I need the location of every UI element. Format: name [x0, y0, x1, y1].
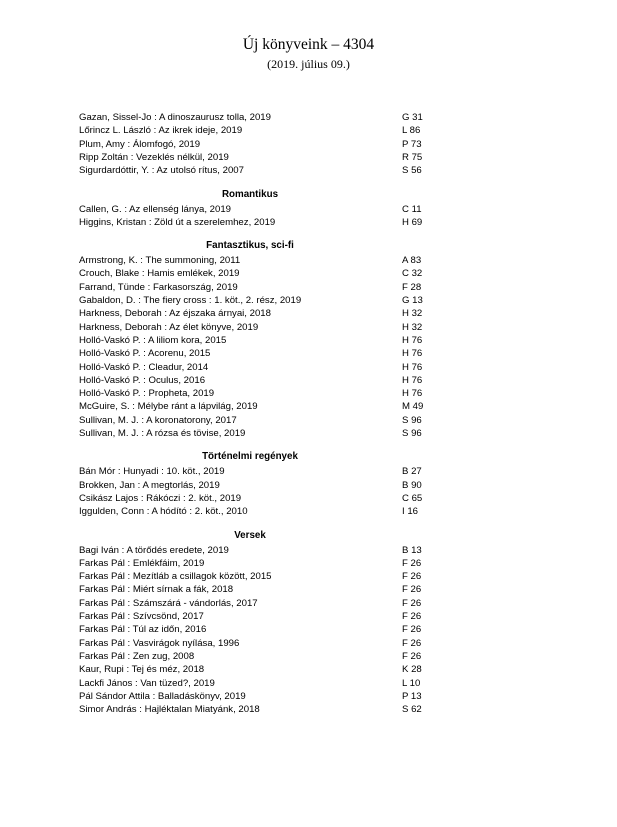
list-item — [79, 124, 429, 137]
list-item — [79, 281, 429, 294]
list-item — [79, 427, 429, 440]
list-item — [79, 583, 429, 596]
list-item — [79, 267, 429, 280]
book-entry: Crouch, Blake : Hamis emlékek, 2019 — [79, 268, 240, 280]
book-entry: Plum, Amy : Álomfogó, 2019 — [79, 138, 201, 150]
list-item — [79, 216, 429, 229]
book-entry: Farkas Pál : Számszárá - vándorlás, 2017 — [79, 597, 258, 609]
list-item — [79, 690, 429, 703]
book-entry: Holló-Vaskó P. : Propheta, 2019 — [79, 388, 215, 400]
list-item — [79, 570, 429, 583]
book-entry: Farkas Pál : Vasvirágok nyílása, 1996 — [79, 637, 240, 649]
list-item — [79, 663, 429, 676]
book-entry: Farkas Pál : Mezítláb a csillagok között, 2015 — [79, 571, 272, 583]
shelf-code: H 76 — [402, 374, 423, 386]
book-entry: Kaur, Rupi : Tej és méz, 2018 — [79, 664, 205, 676]
shelf-code: K 28 — [402, 664, 422, 676]
book-entry: Farkas Pál : Túl az időn, 2016 — [79, 624, 207, 636]
book-entry: Holló-Vaskó P. : A liliom kora, 2015 — [79, 334, 227, 346]
book-entry: Gabaldon, D. : The fiery cross : 1. köt., 2. rész, 2019 — [79, 295, 302, 306]
shelf-code: H 76 — [402, 348, 423, 360]
book-entry: Lőrincz L. László : Az ikrek ideje, 2019 — [79, 125, 243, 137]
list-item — [79, 111, 429, 124]
list-item — [79, 637, 429, 650]
list-item — [79, 597, 429, 610]
section-heading: Fantasztikus, sci-fi — [206, 240, 294, 252]
book-entry: Armstrong, K. : The summoning, 2011 — [79, 255, 241, 267]
shelf-code: F 26 — [402, 611, 422, 622]
list-item — [79, 610, 429, 623]
book-entry: Brokken, Jan : A megtorlás, 2019 — [79, 479, 220, 491]
shelf-code: H 76 — [402, 361, 423, 373]
book-entry: Farkas Pál : Emlékfáim, 2019 — [79, 557, 205, 569]
list-item — [79, 465, 429, 478]
shelf-code: F 26 — [402, 637, 422, 649]
shelf-code: P 73 — [402, 138, 422, 150]
list-item — [79, 203, 429, 216]
book-entry: Holló-Vaskó P. : Cleadur, 2014 — [79, 361, 209, 373]
shelf-code: C 32 — [402, 268, 423, 280]
shelf-code: H 69 — [402, 216, 423, 228]
book-entry: Farkas Pál : Miért sírnak a fák, 2018 — [79, 584, 234, 596]
section-heading: Romantikus — [221, 188, 279, 200]
shelf-code: S 56 — [402, 165, 422, 177]
list-item — [79, 294, 429, 307]
shelf-code: H 32 — [402, 321, 423, 333]
shelf-code: M 49 — [402, 401, 424, 413]
shelf-code: H 32 — [402, 308, 423, 320]
book-entry: Holló-Vaskó P. : Oculus, 2016 — [79, 374, 206, 386]
shelf-code: H 76 — [402, 388, 423, 400]
book-entry: Csikász Lajos : Rákóczi : 2. köt., 2019 — [79, 492, 242, 504]
shelf-code: F 26 — [402, 584, 422, 596]
shelf-code: F 26 — [402, 650, 422, 662]
shelf-code: C 65 — [402, 492, 423, 504]
book-entry: Farrand, Tünde : Farkasország, 2019 — [79, 281, 238, 293]
shelf-code: B 13 — [402, 544, 422, 556]
page-title: Új könyveink – 4304 — [242, 36, 375, 53]
shelf-code: P 13 — [402, 690, 422, 702]
book-entry: Holló-Vaskó P. : Acorenu, 2015 — [79, 348, 211, 360]
book-entry: Sigurdardóttir, Y. : Az utolsó rítus, 2007 — [79, 165, 244, 177]
book-entry: Lackfi János : Van tüzed?, 2019 — [79, 677, 215, 689]
list-item — [79, 650, 429, 663]
shelf-code: B 90 — [402, 479, 422, 491]
shelf-code: S 96 — [402, 428, 422, 439]
shelf-code: G 31 — [402, 112, 423, 123]
shelf-code: S 62 — [402, 704, 422, 716]
list-item — [79, 544, 429, 557]
list-item — [79, 164, 429, 177]
list-item — [79, 347, 429, 360]
shelf-code: F 26 — [402, 571, 422, 583]
list-item — [79, 321, 429, 334]
section-heading: Versek — [234, 529, 266, 541]
list-item — [79, 374, 429, 387]
book-entry: Sullivan, M. J. : A rózsa és tövise, 2019 — [79, 428, 246, 439]
book-entry: Farkas Pál : Szívcsönd, 2017 — [79, 611, 204, 622]
book-entry: Bagi Iván : A törődés eredete, 2019 — [79, 544, 229, 556]
book-entry: Iggulden, Conn : A hódító : 2. köt., 2010 — [79, 506, 248, 518]
shelf-code: F 26 — [402, 624, 422, 636]
book-entry: McGuire, S. : Mélybe ránt a lápvilág, 2019 — [79, 401, 258, 413]
book-entry: Simor András : Hajléktalan Miatyánk, 2018 — [79, 704, 260, 716]
list-item — [79, 623, 429, 636]
page-date: (2019. július 09.) — [267, 57, 350, 71]
shelf-code: S 96 — [402, 414, 422, 426]
book-entry: Bán Mór : Hunyadi : 10. köt., 2019 — [79, 466, 225, 478]
book-entry: Ripp Zoltán : Vezeklés nélkül, 2019 — [79, 151, 229, 163]
book-entry: Harkness, Deborah : Az élet könyve, 2019 — [79, 321, 259, 333]
shelf-code: I 16 — [402, 506, 419, 518]
list-item — [79, 361, 429, 374]
book-entry: Sullivan, M. J. : A koronatorony, 2017 — [79, 414, 237, 426]
list-item — [79, 479, 429, 492]
book-entry: Farkas Pál : Zen zug, 2008 — [79, 650, 195, 662]
book-entry: Pál Sándor Attila : Balladáskönyv, 2019 — [79, 690, 246, 702]
section-heading: Történelmi regények — [202, 451, 298, 463]
list-item — [79, 677, 429, 690]
list-item — [79, 151, 429, 164]
book-entry: Higgins, Kristan : Zöld út a szerelemhez, 2019 — [79, 216, 276, 228]
list-item — [79, 557, 429, 570]
list-item — [79, 334, 429, 347]
shelf-code: L 10 — [402, 677, 421, 689]
shelf-code: F 26 — [402, 597, 422, 609]
list-item — [79, 414, 429, 427]
shelf-code: B 27 — [402, 466, 422, 478]
book-entry: Callen, G. : Az ellenség lánya, 2019 — [79, 203, 231, 215]
shelf-code: R 75 — [402, 151, 423, 163]
shelf-code: F 26 — [402, 557, 422, 569]
book-entry: Gazan, Sissel-Jo : A dinoszaurusz tolla, 2019 — [79, 112, 271, 123]
list-item — [79, 254, 429, 267]
list-item — [79, 505, 429, 518]
list-item — [79, 492, 429, 505]
shelf-code: G 13 — [402, 295, 423, 306]
book-entry: Harkness, Deborah : Az éjszaka árnyai, 2018 — [79, 308, 271, 320]
list-item — [79, 703, 429, 716]
list-item — [79, 138, 429, 151]
shelf-code: H 76 — [402, 334, 423, 346]
list-item — [79, 307, 429, 320]
shelf-code: A 83 — [402, 255, 422, 267]
list-item — [79, 400, 429, 413]
list-item — [79, 387, 429, 400]
shelf-code: C 11 — [402, 203, 422, 215]
shelf-code: L 86 — [402, 125, 421, 137]
shelf-code: F 28 — [402, 281, 422, 293]
